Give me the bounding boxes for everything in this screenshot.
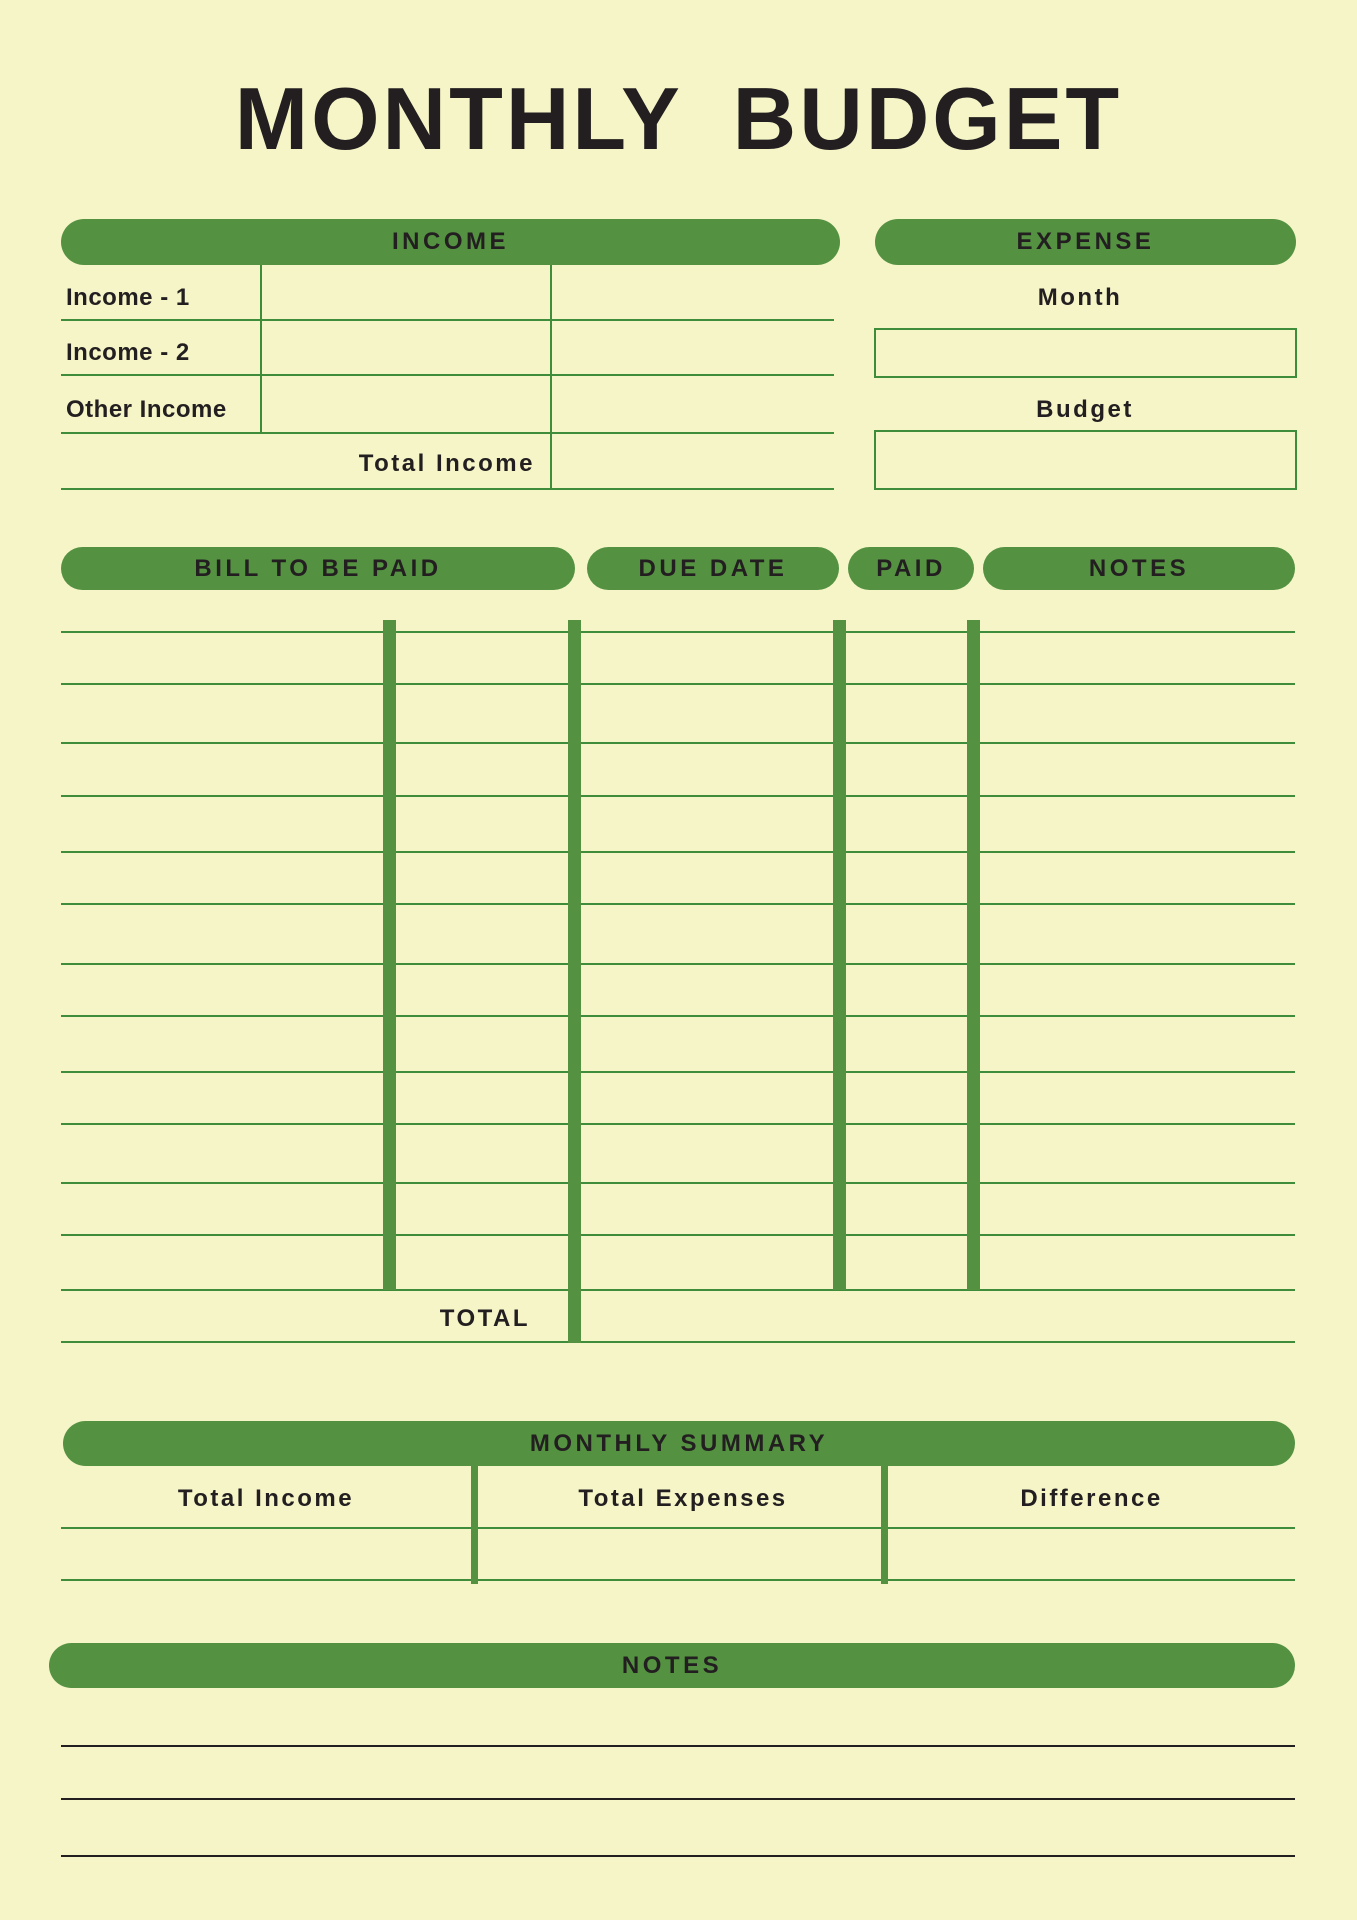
notes-column-header: NOTES — [983, 547, 1295, 590]
total-income-label: Total Income — [358, 450, 535, 477]
income-header: INCOME — [61, 219, 840, 265]
bill-column-divider — [833, 620, 846, 1290]
other-income-total-field[interactable] — [552, 376, 834, 432]
bill-row-line — [61, 631, 1295, 633]
bills-total-label: TOTAL — [439, 1305, 530, 1332]
income-row-label: Income - 2 — [66, 339, 190, 366]
bill-column-divider — [568, 620, 581, 1343]
income-row-divider — [61, 488, 834, 490]
bill-column-divider — [967, 620, 980, 1290]
summary-total-expenses-label: Total Expenses — [578, 1485, 788, 1512]
bill-row-line — [61, 1234, 1295, 1236]
summary-column-divider — [881, 1466, 888, 1584]
total-income-field[interactable] — [552, 434, 834, 488]
income-1-amount-field[interactable] — [262, 267, 550, 319]
bill-row-line — [61, 683, 1295, 685]
due-date-header: DUE DATE — [587, 547, 839, 590]
bill-row-line — [61, 963, 1295, 965]
paid-header: PAID — [848, 547, 974, 590]
expense-header: EXPENSE — [875, 219, 1296, 265]
bill-row-line — [61, 1341, 1295, 1343]
bill-row-line — [61, 1289, 1295, 1291]
notes-line — [61, 1855, 1295, 1857]
monthly-summary-header: MONTHLY SUMMARY — [63, 1421, 1295, 1466]
summary-column-divider — [471, 1466, 478, 1584]
month-label: Month — [1037, 284, 1123, 311]
summary-total-income-field[interactable] — [61, 1530, 471, 1579]
income-1-total-field[interactable] — [552, 267, 834, 319]
summary-line — [61, 1579, 1295, 1581]
summary-total-expenses-field[interactable] — [478, 1530, 881, 1579]
bill-row-line — [61, 1071, 1295, 1073]
bill-row-line — [61, 742, 1295, 744]
summary-difference-field[interactable] — [888, 1530, 1295, 1579]
other-income-amount-field[interactable] — [262, 376, 550, 432]
bill-row-line — [61, 1015, 1295, 1017]
bill-row-line — [61, 903, 1295, 905]
bill-row-line — [61, 1182, 1295, 1184]
bill-row-line — [61, 795, 1295, 797]
summary-difference-label: Difference — [1020, 1485, 1163, 1512]
summary-line — [61, 1527, 1295, 1529]
page-title: MONTHLY BUDGET — [234, 69, 1123, 168]
bill-to-be-paid-header: BILL TO BE PAID — [61, 547, 575, 590]
bill-row-line — [61, 851, 1295, 853]
income-2-total-field[interactable] — [552, 321, 834, 374]
budget-label: Budget — [1036, 396, 1134, 423]
notes-header: NOTES — [49, 1643, 1295, 1688]
budget-field[interactable] — [874, 430, 1297, 490]
summary-total-income-label: Total Income — [177, 1485, 355, 1512]
notes-field[interactable] — [61, 1700, 1295, 1855]
income-2-amount-field[interactable] — [262, 321, 550, 374]
month-field[interactable] — [874, 328, 1297, 378]
bills-total-field[interactable] — [583, 1292, 1295, 1341]
income-row-label: Other Income — [66, 396, 227, 423]
income-row-label: Income - 1 — [66, 284, 190, 311]
bill-column-divider — [383, 620, 396, 1290]
bill-row-line — [61, 1123, 1295, 1125]
